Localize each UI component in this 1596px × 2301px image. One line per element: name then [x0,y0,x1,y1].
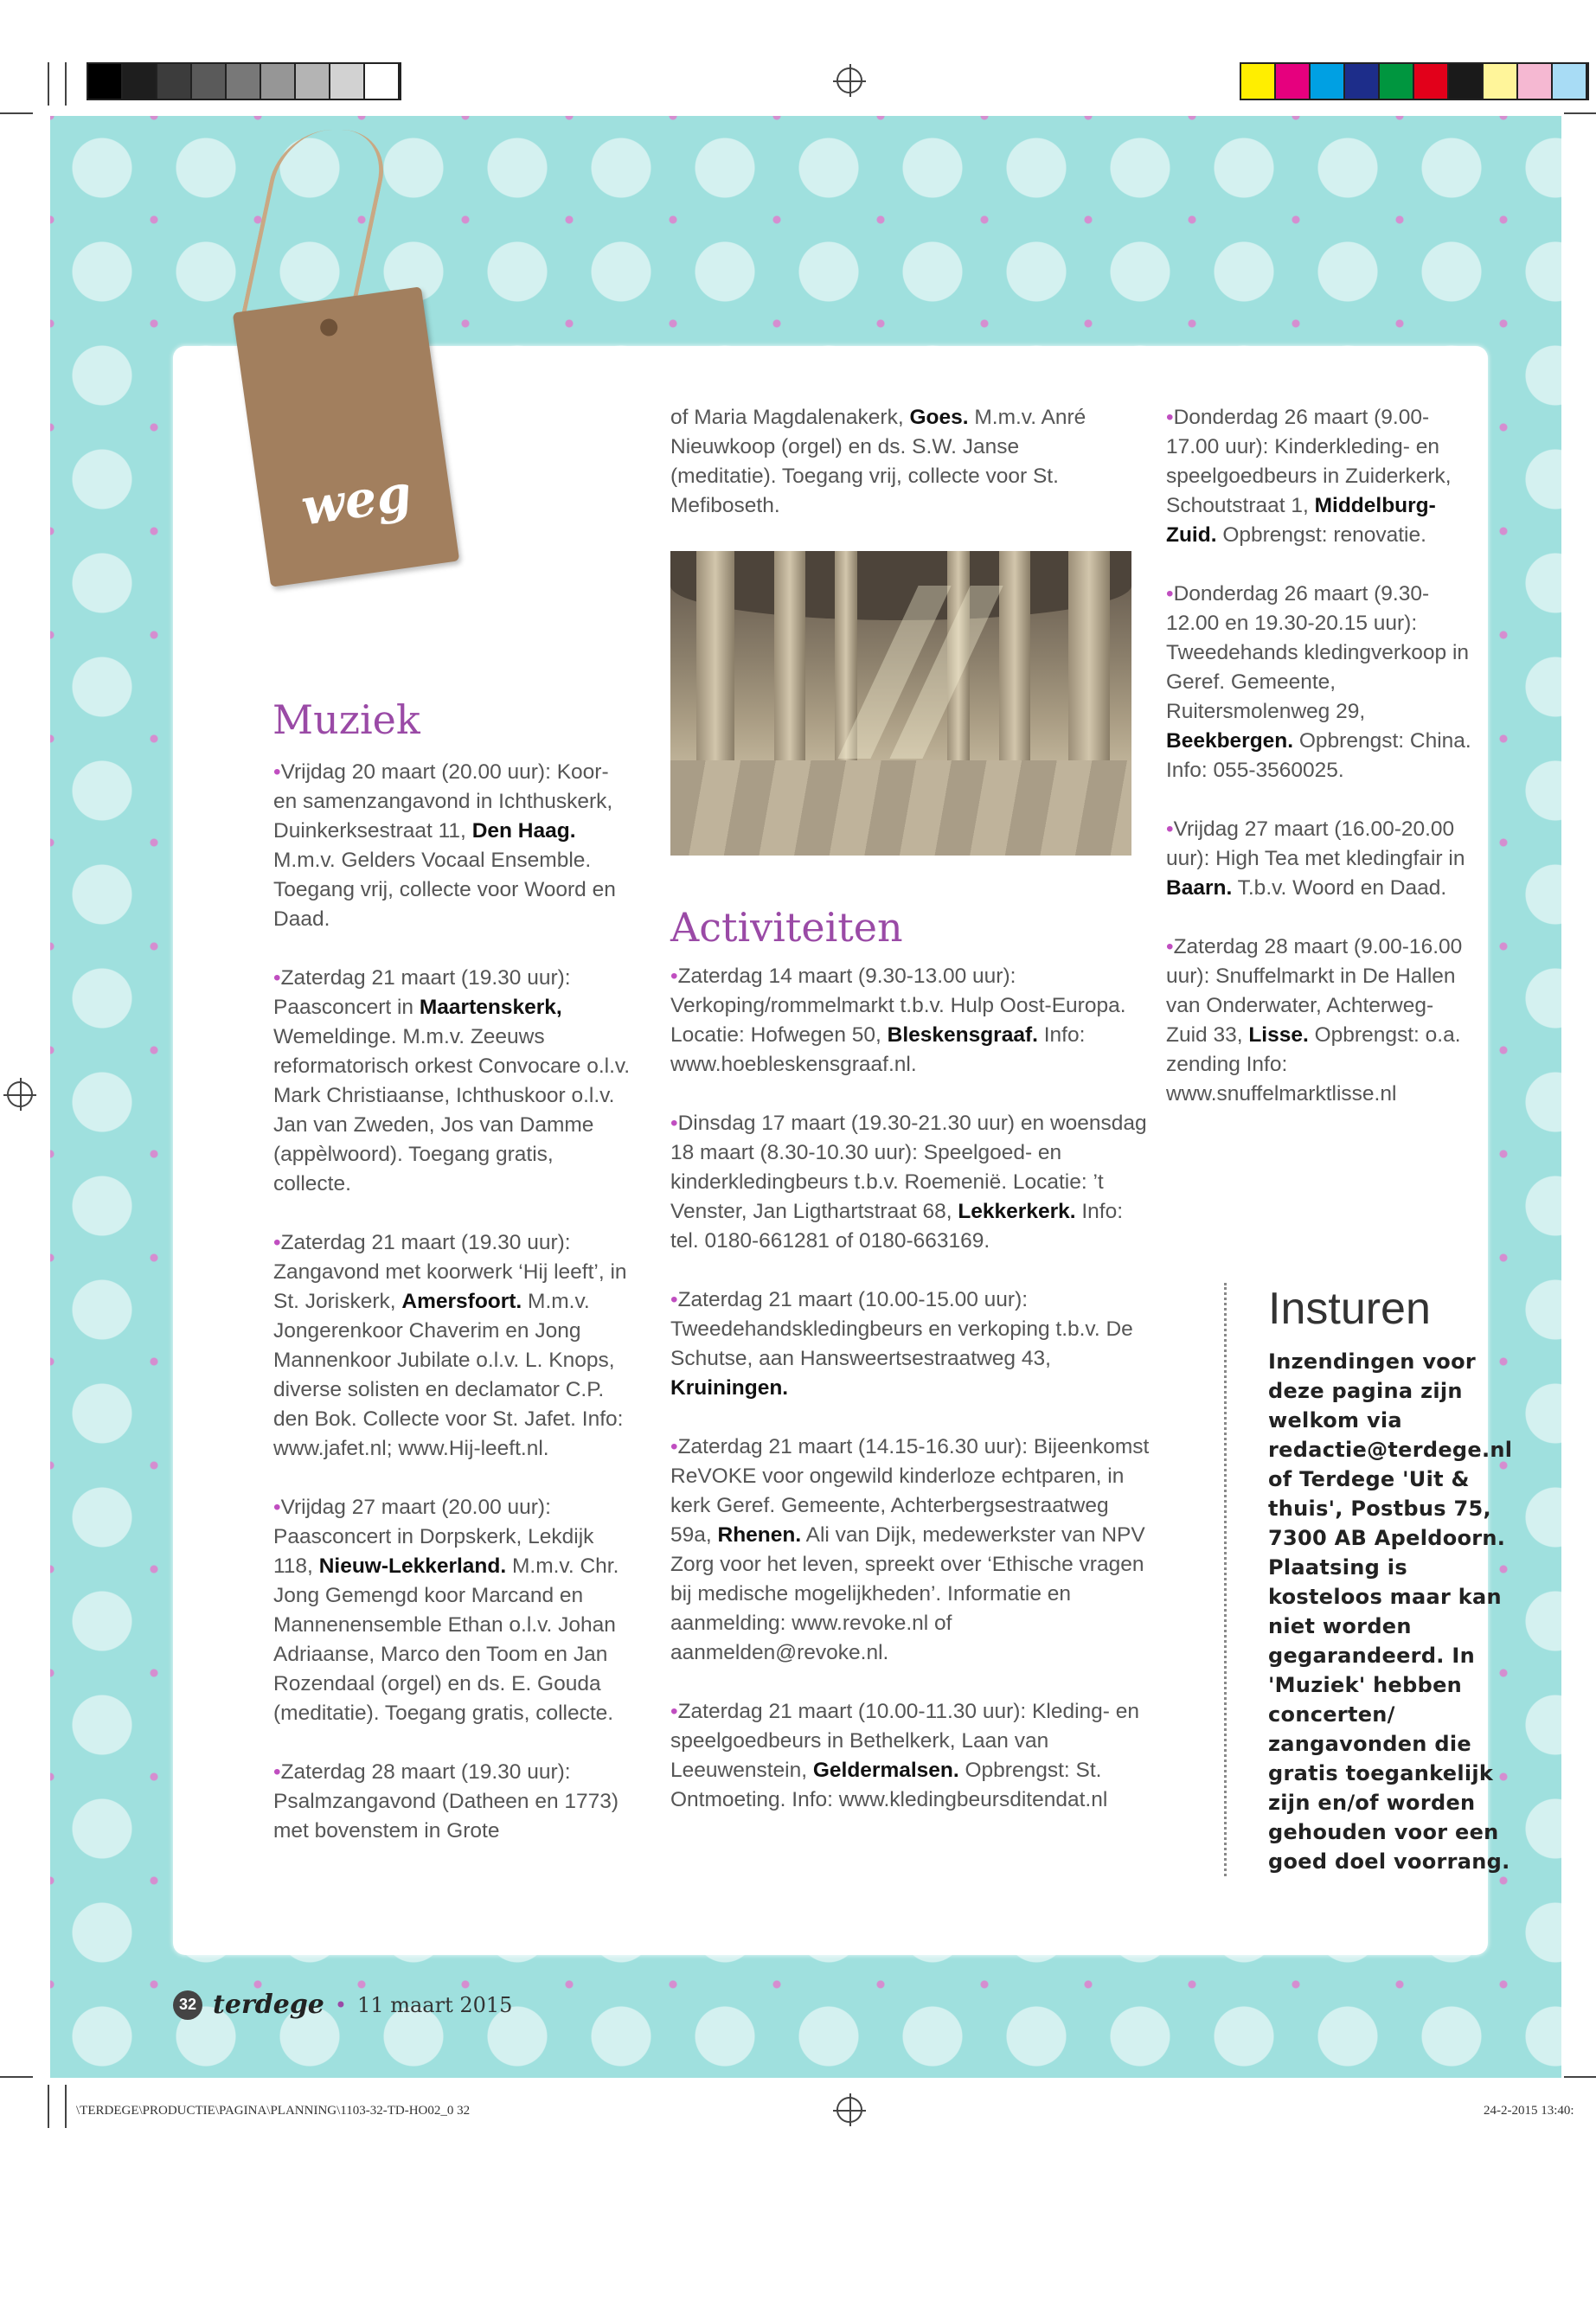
color-swatch [261,64,296,99]
list-item: •Zaterdag 21 maart (10.00-15.00 uur): Tweedehandskledingbeurs en verkoping t.b.v. De Schutse, aan Hansweertsestraatweg 43, Kruiningen. [670,1288,1133,1400]
bullet-icon: • [670,965,678,988]
crop-mark [1564,112,1596,114]
list-item: •Vrijdag 27 maart (20.00 uur): Paasconcert in Dorpskerk, Lekdijk 118, Nieuw-Lekkerland. M.m.v. Chr. Jong Gemengd koor Marcand en Mannenensemble Ethan o.l.v. Johan Adriaanse, Marco den Toom en Jan Rozendaal (orgel) en ds. E. Gouda (meditatie). Toegang gratis, collecte. [273,1496,619,1725]
list-item: •Zaterdag 21 maart (19.30 uur): Zangavond met koorwerk ‘Hij leeft’, in St. Joriskerk, Amersfoort. M.m.v. Jongerenkoor Chaverim en Jong Mannenkoor Jubilate o.l.v. L. Knops, diverse solisten en declamator C.P. den Bok. Collecte voor St. Jafet. Info: www.jafet.nl; www.Hij-leeft.nl. [273,1231,627,1460]
column-activiteiten [670,962,1155,1844]
color-swatch [88,64,123,99]
section-title-muziek: Muziek [272,696,420,743]
crop-mark [48,2085,49,2128]
color-swatch [365,64,400,99]
registration-target-icon [836,67,862,93]
list-item: •Zaterdag 21 maart (10.00-11.30 uur): Kleding- en speelgoedbeurs in Bethelkerk, Laan van Leeuwenstein, Geldermalsen. Opbrengst: St. Ontmoeting. Info: www.kledingbeursditendat.nl [670,1700,1139,1811]
crop-mark [65,2085,67,2128]
bullet-icon: • [670,1288,678,1311]
registration-target-icon [836,2097,862,2123]
insturen-box [1224,1283,1528,1876]
footer-bullet: • [334,1992,348,2017]
bullet-icon: • [1166,817,1174,841]
column-muziek [273,758,637,1875]
bullet-icon: • [273,966,281,990]
church-interior-photo [670,551,1131,856]
bullet-icon: • [670,1435,678,1458]
color-swatch [123,64,157,99]
registration-target-icon [7,1081,33,1107]
list-item: •Donderdag 26 maart (9.00-17.00 uur): Kinderkleding- en speelgoedbeurs in Zuiderkerk, Schoutstraat 1, Middelburg-Zuid. Opbrengst: renovatie. [1166,406,1452,547]
color-swatch [1518,64,1553,99]
list-item: •Vrijdag 27 maart (16.00-20.00 uur): High Tea met kledingfair in Baarn. T.b.v. Woord en Daad. [1166,817,1465,900]
slug-timestamp: 24-2-2015 13:40: [1484,2104,1574,2118]
color-swatch [1553,64,1587,99]
list-item: •Zaterdag 28 maart (9.00-16.00 uur): Snuffelmarkt in De Hallen van Onderwater, Achterweg-Zuid 33, Lisse. Opbrengst: o.a. zending Info: www.snuffelmarktlisse.nl [1166,935,1463,1106]
brand-logo: terdege [213,1990,324,2020]
crop-mark [65,62,67,106]
crop-mark [0,112,33,114]
bullet-icon: • [670,1112,678,1135]
bullet-icon: • [1166,935,1174,958]
color-swatch [1276,64,1311,99]
color-swatch [192,64,227,99]
bullet-icon: • [1166,406,1174,429]
tag-hole-icon [319,317,339,337]
color-swatch [157,64,192,99]
tag-text: weg [298,463,415,537]
crop-mark [1564,2076,1596,2078]
color-swatch [330,64,365,99]
list-item: •Zaterdag 21 maart (14.15-16.30 uur): Bijeenkomst ReVOKE voor ongewild kinderloze echtparen, in kerk Geref. Gemeente, Achterbergsestraatweg 59a, Rhenen. Ali van Dijk, medewerkster van NPV Zorg voor het leven, spreekt over ‘Ethische vragen bij medische mogelijkheden’. Informatie en aanmelding: www.revoke.nl of aanmelden@revoke.nl. [670,1435,1150,1664]
list-item: •Vrijdag 20 maart (20.00 uur): Koor- en samenzangavond in Ichthuskerk, Duinkerksestraat 11, Den Haag. M.m.v. Gelders Vocaal Ensemble. Toegang vrij, collecte voor Woord en Daad. [273,760,616,931]
insturen-text: Inzendingen voor deze pagina zijn welkom via redactie@terdege.nl of Terdege 'Uit & thuis', Postbus 75, 7300 AB Apeldoorn. Plaatsing is kosteloos maar kan niet worden gegarandeerd. In 'Muziek' hebben concerten/ zangavonden die gratis toegankelijk zijn en/of worden gehouden voor een goed doel voorrang. [1268,1349,1513,1874]
insturen-title: Insturen [1268,1284,1431,1334]
page-footer [173,1990,512,2020]
registration-strip-gray [87,62,401,100]
color-swatch [1345,64,1380,99]
bullet-icon: • [273,760,281,784]
bullet-icon: • [1166,582,1174,606]
color-swatch [1380,64,1414,99]
slug-path: \TERDEGE\PRODUCTIE\PAGINA\PLANNING\1103-32-TD-HO02_0 32 [76,2104,471,2118]
bullet-icon: • [273,1760,281,1784]
bullet-icon: • [273,1496,281,1519]
bullet-icon: • [273,1231,281,1254]
page-number: 32 [173,1990,202,2020]
color-swatch [1414,64,1449,99]
issue-date: 11 maart 2015 [357,1992,513,2017]
color-swatch [1449,64,1484,99]
list-item: •Zaterdag 21 maart (19.30 uur): Paasconcert in Maartenskerk, Wemeldinge. M.m.v. Zeeuws reformatorisch orkest Convocare o.l.v. Mark Christiaanse, Ichthuskoor o.l.v. Jan van Zweden, Jos van Damme (appèlwoord). Toegang gratis, collecte. [273,966,631,1195]
tag-label [233,286,459,587]
crop-mark [0,2076,33,2078]
registration-strip-color [1240,62,1589,100]
color-swatch [1311,64,1345,99]
list-item: •Donderdag 26 maart (9.30-12.00 en 19.30-20.15 uur): Tweedehands kledingverkoop in Geref. Gemeente, Ruitersmolenweg 29, Beekbergen. Opbrengst: China. Info: 055-3560025. [1166,582,1471,782]
color-swatch [1484,64,1518,99]
section-title-activiteiten: Activiteiten [670,904,903,951]
column-activiteiten-continued [1166,403,1473,1138]
column-muziek-continued [670,403,1112,550]
list-item: •Dinsdag 17 maart (19.30-21.30 uur) en woensdag 18 maart (8.30-10.30 uur): Speelgoed- en kinderkledingbeurs t.b.v. Roemenië. Locatie: ’t Venster, Jan Ligthartstraat 68, Lekkerkerk. Info: tel. 0180-661281 of 0180-663169. [670,1112,1147,1253]
list-item: of Maria Magdalenakerk, Goes. M.m.v. Anré Nieuwkoop (orgel) en ds. S.W. Janse (meditatie). Toegang vrij, collecte voor St. Mefiboseth. [670,406,1086,517]
crop-mark [48,62,49,106]
color-swatch [227,64,261,99]
list-item: •Zaterdag 28 maart (19.30 uur): Psalmzangavond (Datheen en 1773) met bovenstem in Grote [273,1760,619,1843]
color-swatch [1241,64,1276,99]
color-swatch [296,64,330,99]
bullet-icon: • [670,1700,678,1723]
list-item: •Zaterdag 14 maart (9.30-13.00 uur): Verkoping/rommelmarkt t.b.v. Hulp Oost-Europa. Locatie: Hofwegen 50, Bleskensgraaf. Info: www.hoebleskensgraaf.nl. [670,965,1126,1076]
